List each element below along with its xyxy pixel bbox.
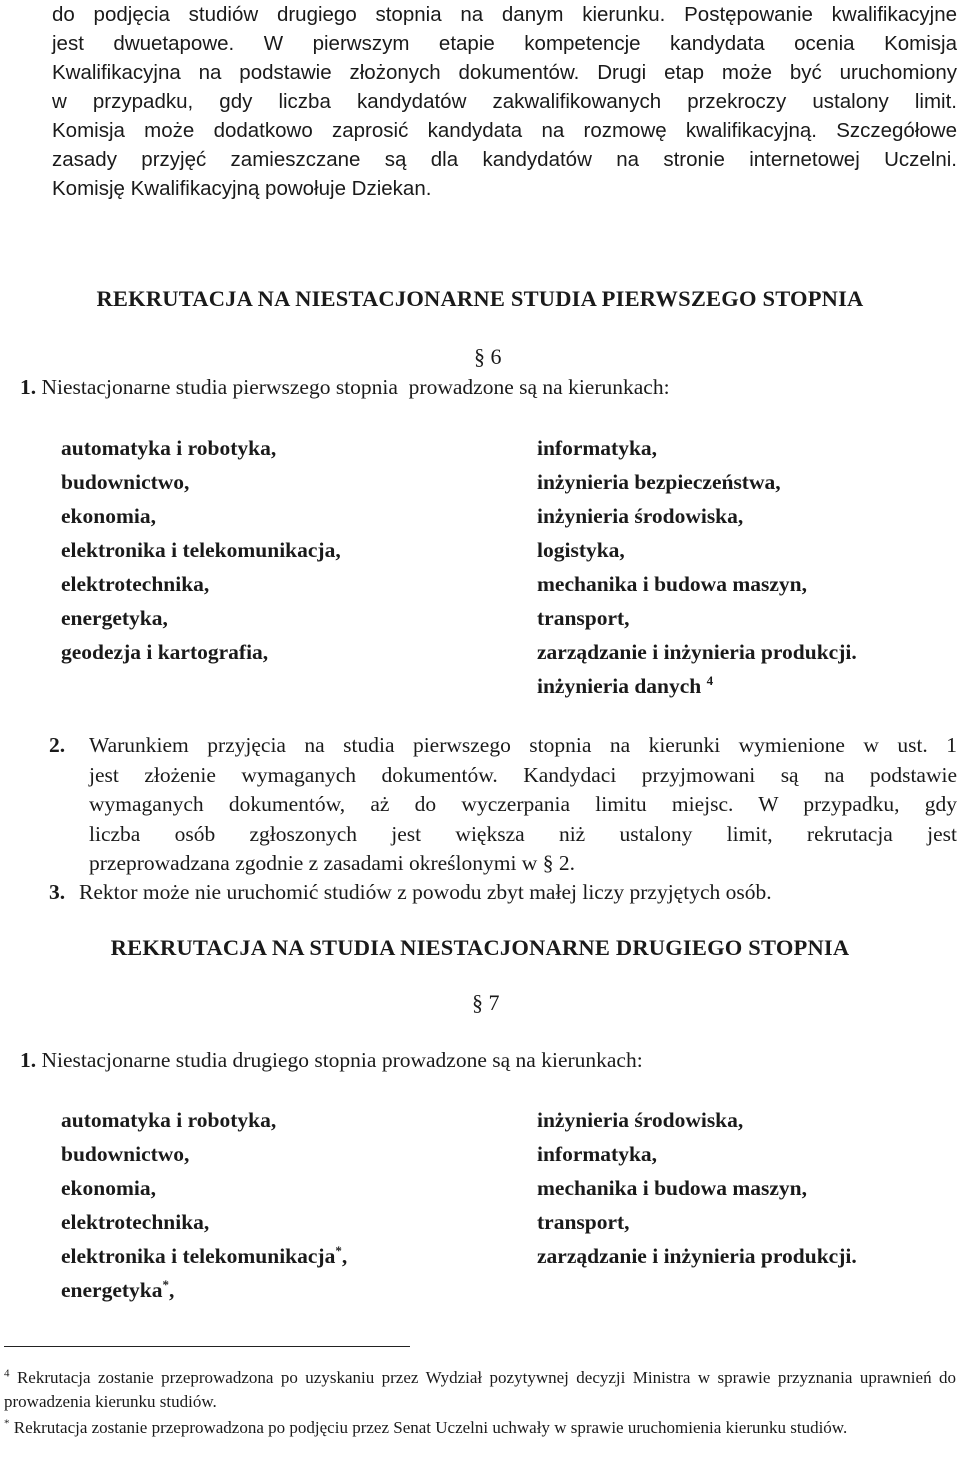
major-item-last: inżynieria danych $^4$ xyxy=(537,672,714,698)
major-item: ekonomia, xyxy=(61,504,156,528)
major-item: automatyka i robotyka, xyxy=(61,1108,277,1132)
major-item: automatyka i robotyka, xyxy=(61,436,277,460)
section2-item1 xyxy=(20,1048,643,1073)
item2-line: wymaganych dokumentów, aż do wyczerpania limitu miejsc. W przypadku, gdy xyxy=(89,792,957,816)
major-item: inżynieria środowiska, xyxy=(537,1108,744,1132)
item-text: Niestacjonarne studia drugiego stopnia prowadzone są na kierunkach: xyxy=(41,1048,643,1072)
footnote-separator xyxy=(4,1346,410,1347)
footnote-asterisk xyxy=(4,1416,956,1440)
section2-paragraph-mark: § 7 xyxy=(472,990,500,1015)
item2-line: jest złożenie wymaganych dokumentów. Kandydaci przyjmowani są na podstawie xyxy=(89,762,957,787)
footnote-text: Rekrutacja zostanie przeprowadzona po podjęciu przez Senat Uczelni uchwały w sprawie uruchomienia kierunku studiów. xyxy=(13,1418,848,1437)
section2-right-majors xyxy=(537,1103,857,1273)
major-item: transport, xyxy=(537,606,630,630)
footnote-ref[interactable]: * xyxy=(162,1276,169,1292)
intro-line: jest dwuetapowe. W pierwszym etapie kompetencje kandydata ocenia Komisja xyxy=(52,32,957,55)
section1-left-majors xyxy=(61,431,341,669)
item-number: 2. xyxy=(49,733,66,757)
footnote-ref[interactable]: 4 xyxy=(706,672,714,688)
section1-item1 xyxy=(20,375,670,400)
major-item: budownictwo, xyxy=(61,1142,190,1166)
major-item: mechanika i budowa maszyn, xyxy=(537,572,807,596)
major-item: energetyka, xyxy=(61,606,168,630)
section1-item3 xyxy=(49,878,957,908)
footnote-ref[interactable]: * xyxy=(335,1242,342,1258)
major-item: energetyka*, xyxy=(61,1276,175,1302)
item-text: Niestacjonarne studia pierwszego stopnia prowadzone są na kierunkach: xyxy=(41,375,670,399)
major-item: informatyka, xyxy=(537,1142,658,1166)
major-item: zarządzanie i inżynieria produkcji. xyxy=(537,640,857,664)
section1-item2 xyxy=(49,731,957,879)
major-item: geodezja i kartografia, xyxy=(61,640,269,664)
item-number: 3. xyxy=(49,880,66,904)
footnote-mark: * xyxy=(4,1417,10,1430)
intro-paragraph xyxy=(52,0,957,203)
major-item: budownictwo, xyxy=(61,470,190,494)
footnote-mark: 4 xyxy=(4,1367,10,1380)
major-item: elektrotechnika, xyxy=(61,1210,210,1234)
section1-right-majors xyxy=(537,431,857,703)
item-text: Rektor może nie uruchomić studiów z powodu zbyt małej liczy przyjętych osób. xyxy=(79,880,772,904)
major-item: elektronika i telekomunikacja, xyxy=(61,538,341,562)
major-item: zarządzanie i inżynieria produkcji. xyxy=(537,1244,857,1268)
intro-line: Komisja może dodatkowo zaprosić kandydata na rozmowę kwalifikacyjną. Szczegółowe xyxy=(52,119,957,142)
major-item: elektrotechnika, xyxy=(61,572,210,596)
section2-heading: REKRUTACJA NA STUDIA NIESTACJONARNE DRUGIEGO STOPNIA xyxy=(110,935,850,960)
major-item: logistyka, xyxy=(537,538,625,562)
intro-line: zasady przyjęć zamieszczane są dla kandydatów na stronie internetowej Uczelni. xyxy=(52,148,957,171)
major-item: ekonomia, xyxy=(61,1176,156,1200)
major-item: inżynieria bezpieczeństwa, xyxy=(537,470,781,494)
item-number: 1. xyxy=(20,375,37,399)
intro-line: Komisję Kwalifikacyjną powołuje Dziekan. xyxy=(52,177,432,200)
major-item: informatyka, xyxy=(537,436,658,460)
intro-line: w przypadku, gdy liczba kandydatów zakwalifikowanych przekroczy ustalony limit. xyxy=(52,90,957,113)
footnote-text: Rekrutacja zostanie przeprowadzona po uzyskaniu przez Wydział pozytywnej decyzji Ministra w sprawie przyznania uprawnień do prowadzenia kierunku studiów. xyxy=(4,1368,957,1411)
intro-line: do podjęcia studiów drugiego stopnia na danym kierunku. Postępowanie kwalifikacyjne xyxy=(52,3,957,26)
footnote-4 xyxy=(4,1366,956,1414)
item2-line: Warunkiem przyjęcia na studia pierwszego stopnia na kierunki wymienione w ust. 1 xyxy=(89,733,957,757)
section2-left-majors xyxy=(61,1103,347,1307)
major-item: transport, xyxy=(537,1210,630,1234)
item2-line: przeprowadzana zgodnie z zasadami określonymi w § 2. xyxy=(89,851,575,875)
intro-line: Kwalifikacyjna na podstawie złożonych dokumentów. Drugi etap może być uruchomiony xyxy=(52,61,957,84)
major-item: elektronika i telekomunikacja*, xyxy=(61,1242,348,1268)
section1-heading: REKRUTACJA NA NIESTACJONARNE STUDIA PIERWSZEGO STOPNIA xyxy=(96,286,864,311)
item-number: 1. xyxy=(20,1048,37,1072)
section1-paragraph-mark: § 6 xyxy=(474,344,502,369)
major-item: mechanika i budowa maszyn, xyxy=(537,1176,807,1200)
item2-line: liczba osób zgłoszonych jest większa niż ustalony limit, rekrutacja jest xyxy=(89,821,957,846)
major-item: inżynieria środowiska, xyxy=(537,504,744,528)
